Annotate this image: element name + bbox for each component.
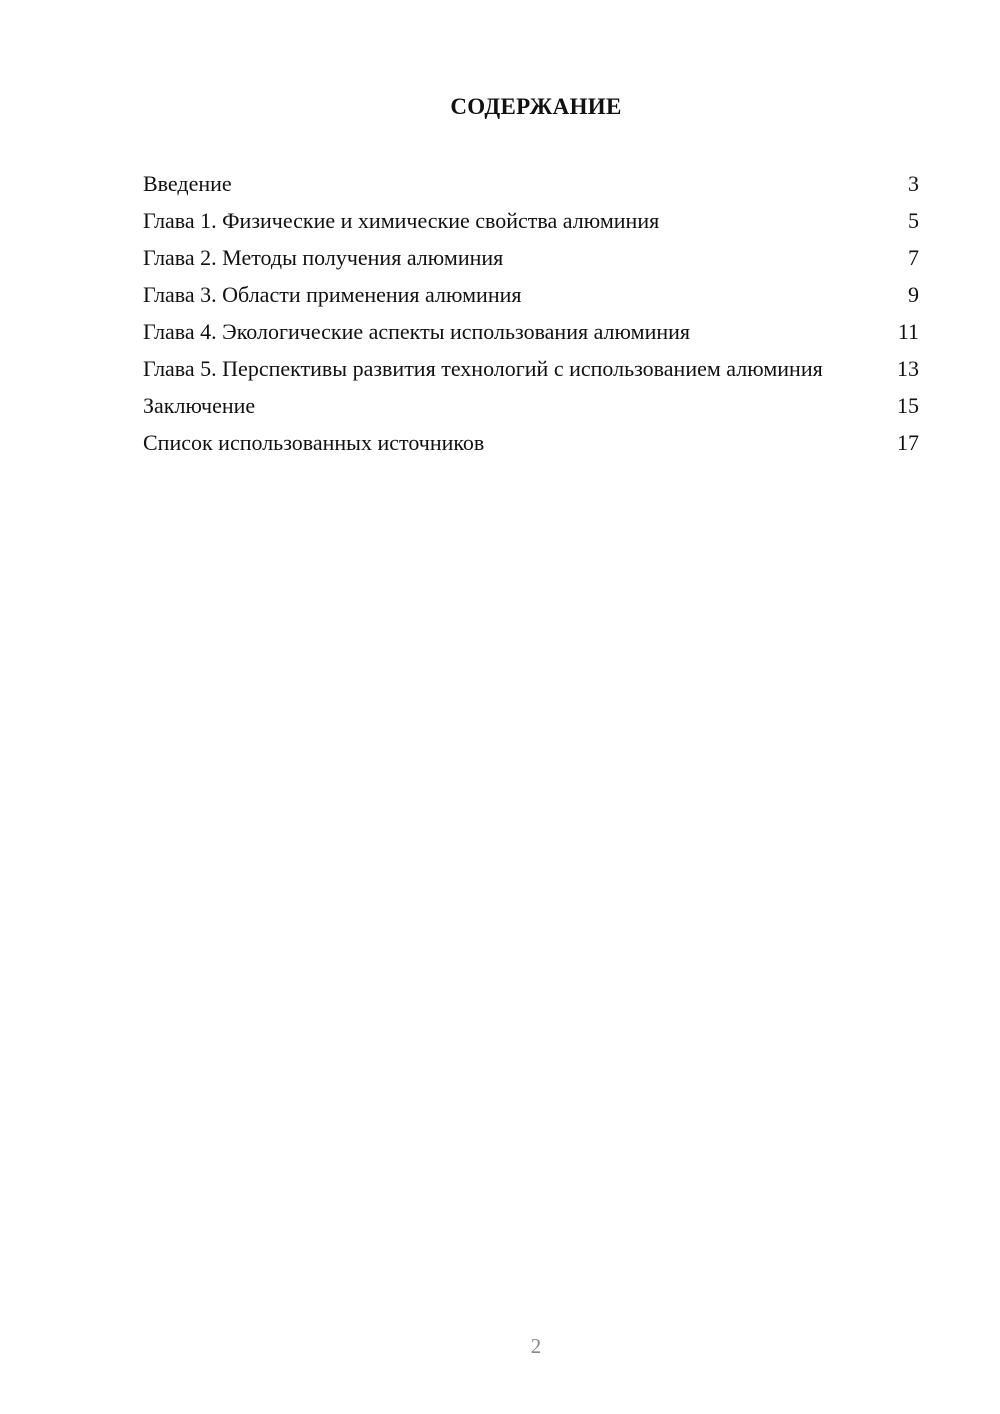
toc-entry-chapter-1	[143, 207, 919, 234]
table-of-contents	[143, 170, 919, 466]
toc-entry-label: Глава 4. Экологические аспекты использования алюминия	[143, 319, 691, 344]
toc-entry-label: Глава 2. Методы получения алюминия	[143, 245, 504, 270]
toc-entry-page: 5	[908, 208, 919, 233]
toc-entry-page: 13	[897, 356, 919, 381]
toc-entry-introduction	[143, 170, 919, 197]
toc-entry-label: Список использованных источников	[143, 430, 485, 455]
toc-entry-label: Глава 1. Физические и химические свойства алюминия	[143, 208, 660, 233]
toc-entry-chapter-5	[143, 355, 919, 382]
toc-entry-page: 7	[908, 245, 919, 270]
toc-entry-chapter-2	[143, 244, 919, 271]
toc-entry-chapter-4	[143, 318, 919, 345]
toc-entry-label: Глава 3. Области применения алюминия	[143, 282, 522, 307]
toc-entry-label: Глава 5. Перспективы развития технологий с использованием алюминия	[143, 356, 823, 381]
toc-entry-label: Заключение	[143, 393, 256, 418]
toc-entry-page: 17	[897, 430, 919, 455]
toc-entry-page: 11	[897, 319, 919, 344]
toc-entry-page: 9	[908, 282, 919, 307]
page-title: СОДЕРЖАНИЕ	[450, 94, 622, 119]
toc-entry-references	[143, 429, 919, 456]
toc-entry-label: Введение	[143, 171, 232, 196]
toc-entry-page: 3	[908, 171, 919, 196]
toc-entry-page: 15	[897, 393, 919, 418]
toc-entry-conclusion	[143, 392, 919, 419]
page-number: 2	[530, 1334, 542, 1358]
toc-entry-chapter-3	[143, 281, 919, 308]
